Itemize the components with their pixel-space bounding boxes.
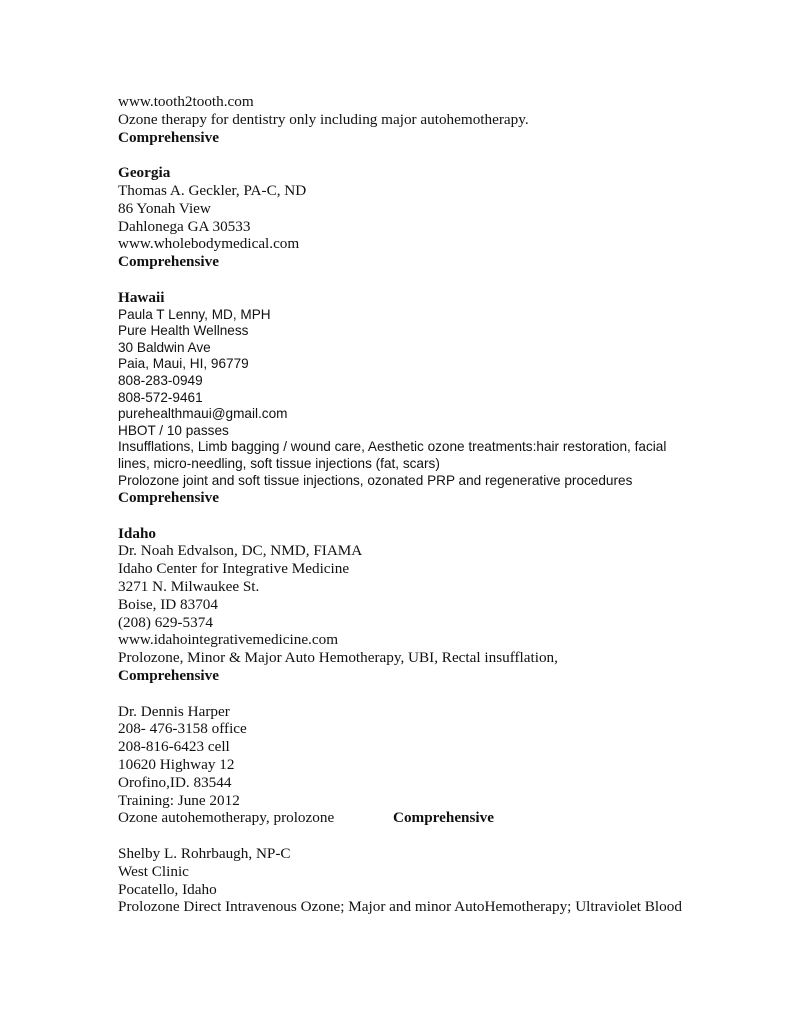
document-page [118, 93, 738, 916]
email-link[interactable]: purehealthmaui@gmail.com [118, 406, 288, 422]
training-date: Training: June 2012 [118, 791, 240, 809]
office-phone: 208- 476-3158 office [118, 720, 247, 738]
phone-1: 808-283-0949 [118, 372, 203, 388]
listing-georgia [118, 164, 738, 271]
provider-name: Thomas A. Geckler, PA-C, ND [118, 181, 307, 199]
state-heading-hawaii: Hawaii [118, 288, 165, 306]
address-line-1: 30 Baldwin Ave [118, 339, 211, 355]
services: Ozone autohemotherapy, prolozone [118, 809, 335, 827]
address-line-1: 86 Yonah View [118, 199, 211, 217]
tier-label: Comprehensive [118, 253, 219, 271]
address-line-1: 10620 Highway 12 [118, 756, 235, 774]
services-line-1: Insufflations, Limb bagging / wound care, Aesthetic ozone treatments:hair restoration, facial [118, 439, 667, 455]
practice-name: Pure Health Wellness [118, 323, 249, 339]
services-line-3: Prolozone joint and soft tissue injections, ozonated PRP and regenerative procedures [118, 472, 633, 488]
services: Prolozone Direct Intravenous Ozone; Major and minor AutoHemotherapy; Ultraviolet Blood [118, 898, 682, 916]
services-line-2: lines, micro-needling, soft tissue injections (fat, scars) [118, 455, 440, 471]
services-row [118, 809, 738, 827]
location: Pocatello, Idaho [118, 880, 217, 898]
phone-2: 808-572-9461 [118, 389, 203, 405]
services: Prolozone, Minor & Major Auto Hemotherapy, UBI, Rectal insufflation, [118, 649, 558, 667]
provider-name: Dr. Noah Edvalson, DC, NMD, FIAMA [118, 542, 363, 560]
practice-name: Idaho Center for Integrative Medicine [118, 560, 350, 578]
provider-name: Shelby L. Rohrbaugh, NP-C [118, 845, 291, 863]
state-heading-idaho: Idaho [118, 524, 156, 542]
listing-hawaii [118, 289, 738, 507]
tier-label: Comprehensive [118, 489, 219, 507]
provider-name: Paula T Lenny, MD, MPH [118, 306, 271, 322]
listing-idaho [118, 525, 738, 917]
provider-edvalson [118, 542, 738, 684]
listing-top [118, 93, 738, 146]
address-line-1: 3271 N. Milwaukee St. [118, 578, 260, 596]
provider-harper [118, 703, 738, 828]
description: Ozone therapy for dentistry only including major autohemotherapy. [118, 110, 529, 128]
website-link[interactable]: www.wholebodymedical.com [118, 235, 300, 253]
practice-name: West Clinic [118, 862, 189, 880]
address-line-2: Dahlonega GA 30533 [118, 217, 251, 235]
website-link[interactable]: www.tooth2tooth.com [118, 93, 254, 110]
provider-name: Dr. Dennis Harper [118, 702, 230, 720]
phone: (208) 629-5374 [118, 613, 213, 631]
tier-label: Comprehensive [118, 667, 219, 685]
provider-rohrbaugh [118, 845, 738, 916]
state-heading-georgia: Georgia [118, 164, 171, 182]
address-line-2: Paia, Maui, HI, 96779 [118, 356, 249, 372]
tier-label: Comprehensive [118, 128, 219, 146]
address-line-2: Orofino,ID. 83544 [118, 773, 232, 791]
address-line-2: Boise, ID 83704 [118, 595, 218, 613]
cell-phone: 208-816-6423 cell [118, 738, 230, 756]
tier-label: Comprehensive [393, 809, 494, 827]
hbot-note: HBOT / 10 passes [118, 422, 229, 438]
website-link[interactable]: www.idahointegrativemedicine.com [118, 631, 339, 649]
